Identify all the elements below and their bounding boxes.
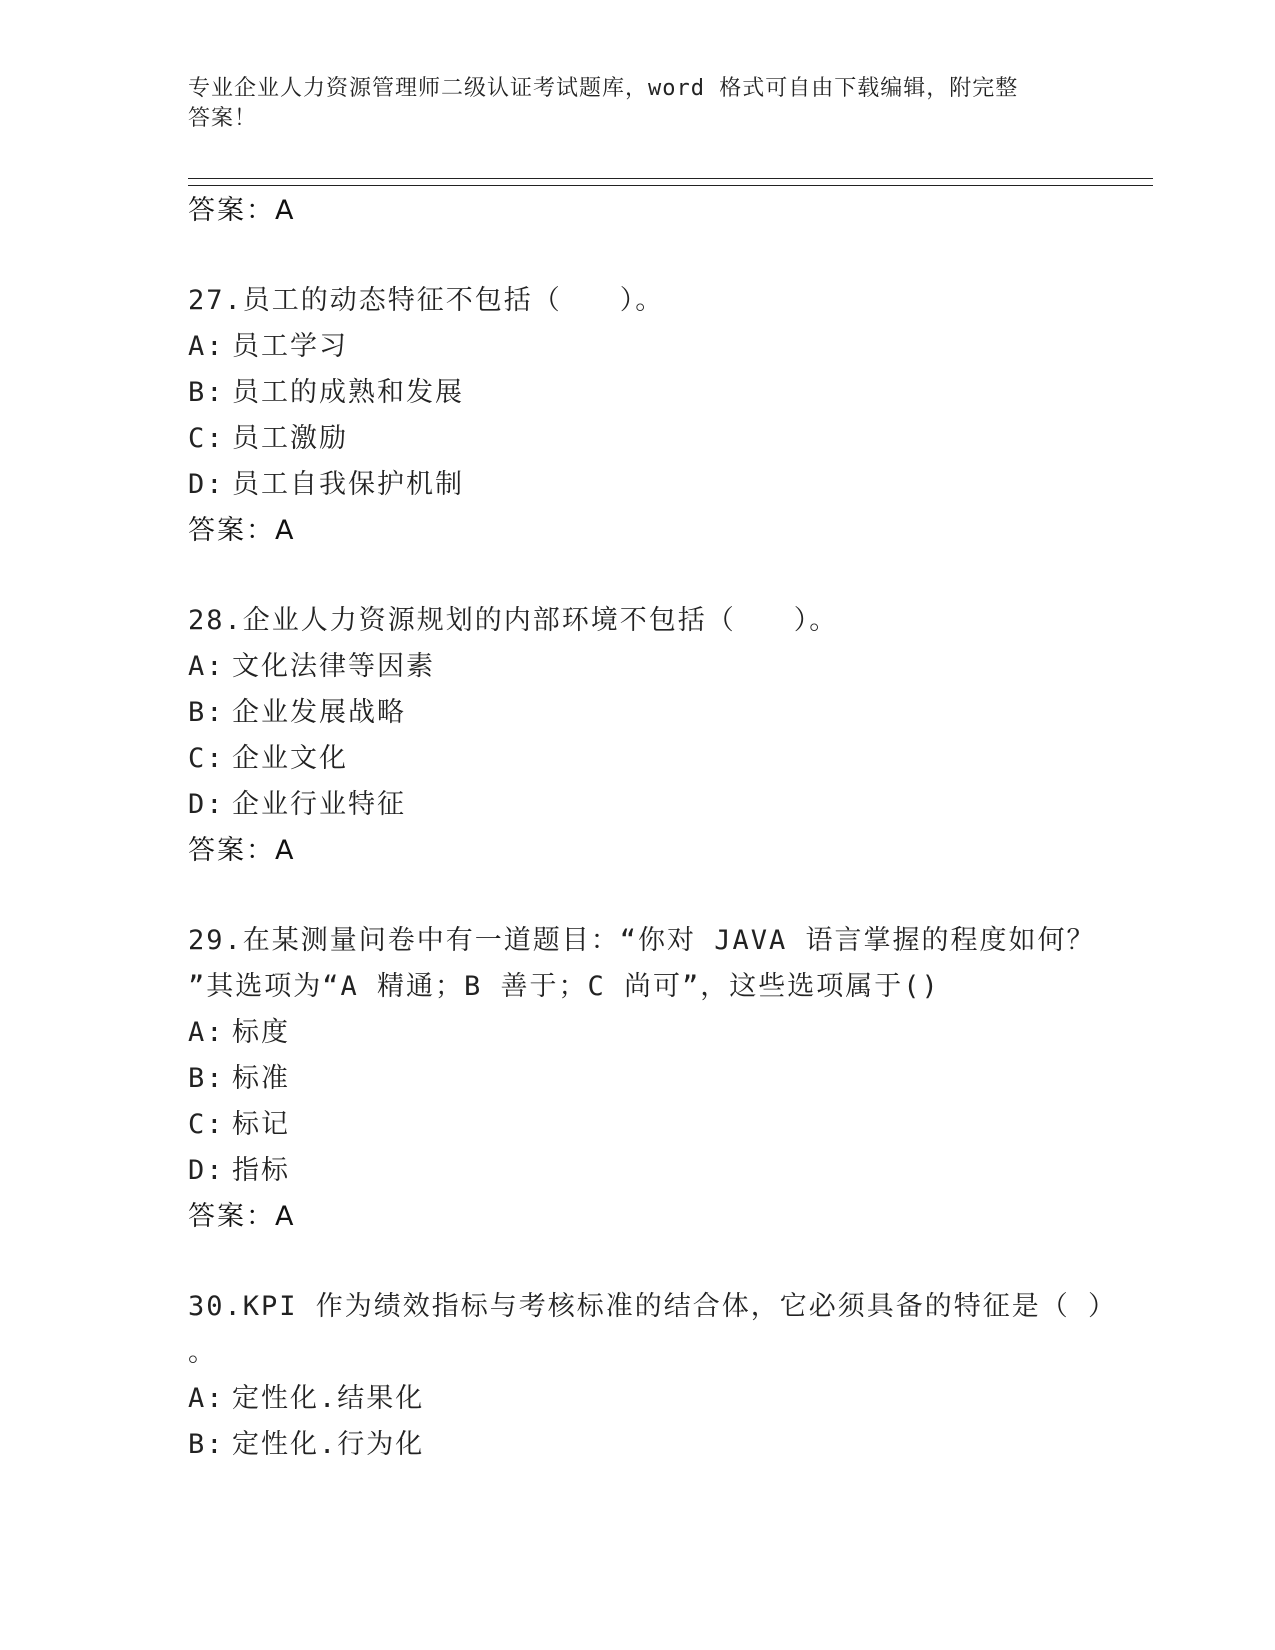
answer-line: 答案：A [188, 1201, 296, 1232]
option-text: 标准 [232, 1063, 290, 1094]
option-letter: A: [188, 1017, 225, 1048]
option-letter: B: [188, 1063, 225, 1094]
previous-answer: 答案：A [188, 195, 296, 226]
question-title: 28.企业人力资源规划的内部环境不包括（ ）。 [188, 605, 839, 636]
question-title-line-1: 30.KPI 作为绩效指标与考核标准的结合体，它必须具备的特征是（ ） [188, 1291, 1118, 1322]
header-line-2: 答案！ [188, 106, 258, 131]
option-text: 指标 [232, 1155, 290, 1186]
option-c [188, 736, 1088, 782]
option-text: 标度 [232, 1017, 290, 1048]
option-text: 企业文化 [232, 743, 348, 774]
option-letter: C: [188, 423, 225, 454]
question-27 [188, 278, 1088, 554]
option-text: 员工的成熟和发展 [232, 377, 464, 408]
option-b [188, 690, 1088, 736]
option-c [188, 416, 1088, 462]
option-text: 员工学习 [232, 331, 348, 362]
option-c [188, 1102, 1088, 1148]
option-letter: D: [188, 789, 225, 820]
option-text: 企业发展战略 [232, 697, 406, 728]
question-30 [188, 1284, 1118, 1468]
option-text: 员工自我保护机制 [232, 469, 464, 500]
header-divider [188, 178, 1153, 186]
answer-line: 答案：A [188, 515, 296, 546]
option-d [188, 462, 1088, 508]
question-title: 27.员工的动态特征不包括（ ）。 [188, 285, 665, 316]
answer-line: 答案：A [188, 835, 296, 866]
option-text: 标记 [232, 1109, 290, 1140]
option-d [188, 782, 1088, 828]
option-letter: B: [188, 1429, 225, 1460]
document-body [188, 188, 1118, 1468]
header-line-1: 专业企业人力资源管理师二级认证考试题库，word 格式可自由下载编辑，附完整 [188, 76, 1019, 101]
option-text: 企业行业特征 [232, 789, 406, 820]
option-a [188, 1010, 1088, 1056]
option-text: 定性化.行为化 [232, 1429, 425, 1460]
option-text: 定性化.结果化 [232, 1383, 425, 1414]
option-a [188, 324, 1088, 370]
question-title-line-2: ”其选项为“A 精通；B 善于；C 尚可”，这些选项属于() [188, 971, 940, 1002]
option-letter: A: [188, 651, 225, 682]
option-letter: B: [188, 697, 225, 728]
document-header [188, 74, 1088, 134]
option-a [188, 644, 1088, 690]
option-a [188, 1376, 1088, 1422]
option-letter: B: [188, 377, 225, 408]
question-title-line-1: 29.在某测量问卷中有一道题目：“你对 JAVA 语言掌握的程度如何？ [188, 925, 1096, 956]
option-text: 文化法律等因素 [232, 651, 435, 682]
question-28 [188, 598, 1088, 874]
option-d [188, 1148, 1088, 1194]
option-b [188, 1056, 1088, 1102]
option-letter: A: [188, 1383, 225, 1414]
option-text: 员工激励 [232, 423, 348, 454]
option-letter: D: [188, 469, 225, 500]
option-letter: C: [188, 743, 225, 774]
option-letter: D: [188, 1155, 225, 1186]
option-b [188, 370, 1088, 416]
question-title-line-2: 。 [188, 1337, 217, 1368]
option-b [188, 1422, 1088, 1468]
option-letter: C: [188, 1109, 225, 1140]
option-letter: A: [188, 331, 225, 362]
question-29 [188, 918, 1096, 1240]
